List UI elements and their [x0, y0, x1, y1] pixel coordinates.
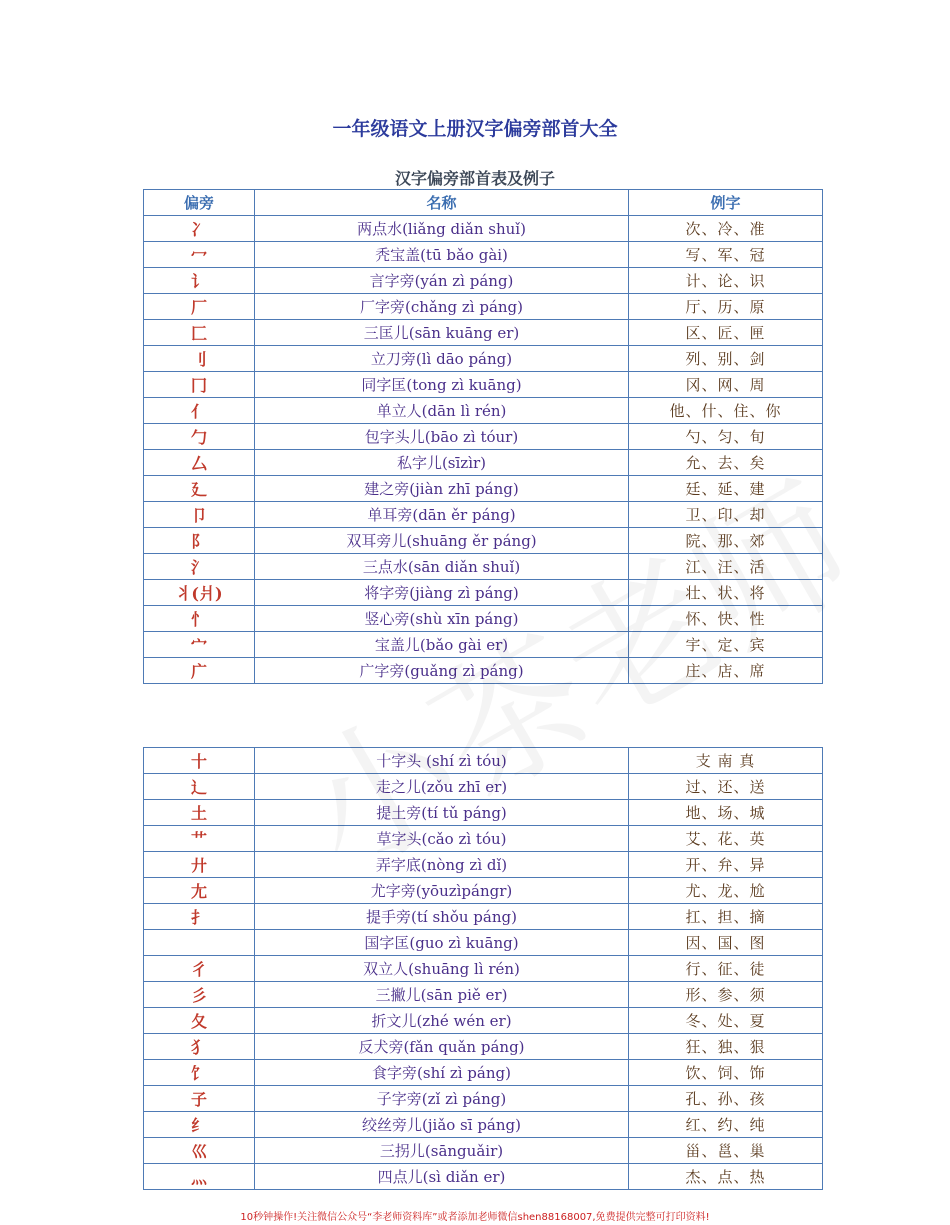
- name-cell: 宝盖儿(bǎo gài er): [255, 632, 629, 658]
- table-row: [144, 982, 823, 1008]
- examples-cell: 过、还、送: [629, 774, 823, 800]
- table-row: [144, 632, 823, 658]
- examples-cell: 壮、状、将: [629, 580, 823, 606]
- table-row: [144, 320, 823, 346]
- name-cell: 立刀旁(lì dāo páng): [255, 346, 629, 372]
- radical-cell: 尢: [144, 878, 255, 904]
- table-subtitle: 汉字偏旁部首表及例子: [394, 169, 555, 188]
- examples-cell: 院、那、郊: [629, 528, 823, 554]
- examples-cell: 廷、延、建: [629, 476, 823, 502]
- examples-cell: 开、弁、异: [629, 852, 823, 878]
- table-row: [144, 294, 823, 320]
- table-row: [144, 826, 823, 852]
- table-row: [144, 450, 823, 476]
- examples-cell: 形、参、须: [629, 982, 823, 1008]
- radical-cell: 土: [144, 800, 255, 826]
- table-row: [144, 1112, 823, 1138]
- examples-cell: 宇、定、宾: [629, 632, 823, 658]
- radical-cell: 纟: [144, 1112, 255, 1138]
- radical-cell: 艹: [144, 826, 255, 852]
- table-row: [144, 1034, 823, 1060]
- radical-cell: 饣: [144, 1060, 255, 1086]
- name-cell: 两点水(liǎng diǎn shuǐ): [255, 216, 629, 242]
- examples-cell: 冬、处、夏: [629, 1008, 823, 1034]
- radical-cell: 冫: [144, 216, 255, 242]
- name-cell: 建之旁(jiàn zhī páng): [255, 476, 629, 502]
- radical-table-1: [143, 189, 823, 684]
- name-cell: 草字头(cǎo zì tóu): [255, 826, 629, 852]
- header-examples: 例字: [629, 190, 823, 216]
- name-cell: 四点儿(sì diǎn er): [255, 1164, 629, 1190]
- examples-cell: 饮、饲、饰: [629, 1060, 823, 1086]
- name-cell: 提手旁(tí shǒu páng): [255, 904, 629, 930]
- table-row: [144, 1086, 823, 1112]
- name-cell: 竖心旁(shù xīn páng): [255, 606, 629, 632]
- table-row: [144, 502, 823, 528]
- radical-cell: 厂: [144, 294, 255, 320]
- examples-cell: 冈、网、周: [629, 372, 823, 398]
- name-cell: 尤字旁(yōuzìpángr): [255, 878, 629, 904]
- radical-cell: 十: [144, 748, 255, 774]
- table-row: [144, 930, 823, 956]
- examples-cell: 庄、店、席: [629, 658, 823, 684]
- name-cell: 子字旁(zǐ zì páng): [255, 1086, 629, 1112]
- header-name: 名称: [255, 190, 629, 216]
- header-radical: 偏旁: [144, 190, 255, 216]
- name-cell: 反犬旁(fǎn quǎn páng): [255, 1034, 629, 1060]
- table-row: [144, 1008, 823, 1034]
- examples-cell: 尤、龙、尬: [629, 878, 823, 904]
- name-cell: 食字旁(shí zì páng): [255, 1060, 629, 1086]
- name-cell: 广字旁(guǎng zì páng): [255, 658, 629, 684]
- name-cell: 同字匡(tong zì kuāng): [255, 372, 629, 398]
- table-row: [144, 800, 823, 826]
- radical-cell: 氵: [144, 554, 255, 580]
- radical-cell: 犭: [144, 1034, 255, 1060]
- table-row: [144, 268, 823, 294]
- radical-cell: 扌: [144, 904, 255, 930]
- footer-notice: 10秒钟操作!关注微信公众号“李老师资料库”或者添加老师微信shen88168007,免费提供完整可打印资料!: [240, 1212, 710, 1223]
- name-cell: 国字匡(guo zì kuāng): [255, 930, 629, 956]
- name-cell: 折文儿(zhé wén er): [255, 1008, 629, 1034]
- table-row: [144, 372, 823, 398]
- table-row: [144, 748, 823, 774]
- name-cell: 双耳旁儿(shuāng ěr páng): [255, 528, 629, 554]
- name-cell: 私字儿(sīzìr): [255, 450, 629, 476]
- radical-cell: 宀: [144, 632, 255, 658]
- radical-cell: 阝: [144, 528, 255, 554]
- name-cell: 单耳旁(dān ěr páng): [255, 502, 629, 528]
- table-row: [144, 852, 823, 878]
- radical-cell: 卩: [144, 502, 255, 528]
- examples-cell: 行、征、徒: [629, 956, 823, 982]
- name-cell: 弄字底(nòng zì dǐ): [255, 852, 629, 878]
- radical-cell: 丬(爿): [144, 580, 255, 606]
- radical-cell: 厶: [144, 450, 255, 476]
- radical-cell: 冂: [144, 372, 255, 398]
- table-row: [144, 774, 823, 800]
- name-cell: 将字旁(jiàng zì páng): [255, 580, 629, 606]
- table-row: [144, 554, 823, 580]
- table-row: [144, 956, 823, 982]
- examples-cell: 他、什、住、你: [629, 398, 823, 424]
- name-cell: 双立人(shuāng lì rén): [255, 956, 629, 982]
- radical-cell: 讠: [144, 268, 255, 294]
- name-cell: 十字头 (shí zì tóu): [255, 748, 629, 774]
- examples-cell: 写、军、冠: [629, 242, 823, 268]
- examples-cell: 卫、印、却: [629, 502, 823, 528]
- table-row: [144, 1164, 823, 1190]
- radical-cell: 辶: [144, 774, 255, 800]
- name-cell: 走之儿(zǒu zhī er): [255, 774, 629, 800]
- examples-cell: 允、去、矣: [629, 450, 823, 476]
- table-row: [144, 242, 823, 268]
- name-cell: 三撇儿(sān piě er): [255, 982, 629, 1008]
- name-cell: 三拐儿(sānguǎir): [255, 1138, 629, 1164]
- examples-cell: 江、汪、活: [629, 554, 823, 580]
- table-row: [144, 424, 823, 450]
- table-row: [144, 476, 823, 502]
- name-cell: 三匡儿(sān kuāng er): [255, 320, 629, 346]
- examples-cell: 勺、匀、旬: [629, 424, 823, 450]
- radical-cell: 廾: [144, 852, 255, 878]
- examples-cell: 怀、快、性: [629, 606, 823, 632]
- examples-cell: 狂、独、狠: [629, 1034, 823, 1060]
- radical-cell: 彳: [144, 956, 255, 982]
- table-row: [144, 346, 823, 372]
- table-row: [144, 878, 823, 904]
- name-cell: 提土旁(tí tǔ páng): [255, 800, 629, 826]
- radical-cell: 忄: [144, 606, 255, 632]
- name-cell: 绞丝旁儿(jiǎo sī páng): [255, 1112, 629, 1138]
- radical-cell: 亻: [144, 398, 255, 424]
- radical-cell: 彡: [144, 982, 255, 1008]
- radical-cell: 匚: [144, 320, 255, 346]
- table-row: [144, 580, 823, 606]
- table-row: [144, 658, 823, 684]
- examples-cell: 列、别、剑: [629, 346, 823, 372]
- table-row: [144, 1060, 823, 1086]
- radical-cell: 勹: [144, 424, 255, 450]
- examples-cell: 计、论、识: [629, 268, 823, 294]
- name-cell: 包字头儿(bāo zì tóur): [255, 424, 629, 450]
- examples-cell: 杰、点、热: [629, 1164, 823, 1190]
- examples-cell: 支 南 真: [629, 748, 823, 774]
- examples-cell: 红、约、纯: [629, 1112, 823, 1138]
- page-title: 一年级语文上册汉字偏旁部首大全: [332, 118, 618, 140]
- table-row: [144, 528, 823, 554]
- radical-cell: 灬: [144, 1164, 255, 1190]
- table-row: [144, 606, 823, 632]
- examples-cell: 次、冷、准: [629, 216, 823, 242]
- name-cell: 厂字旁(chǎng zì páng): [255, 294, 629, 320]
- examples-cell: 因、国、图: [629, 930, 823, 956]
- table-row: [144, 1138, 823, 1164]
- table-row: [144, 398, 823, 424]
- table-row: [144, 216, 823, 242]
- name-cell: 秃宝盖(tū bǎo gài): [255, 242, 629, 268]
- name-cell: 言字旁(yán zì páng): [255, 268, 629, 294]
- radical-cell: 巛: [144, 1138, 255, 1164]
- examples-cell: 孔、孙、孩: [629, 1086, 823, 1112]
- name-cell: 三点水(sān diǎn shuǐ): [255, 554, 629, 580]
- radical-cell: 廴: [144, 476, 255, 502]
- radical-cell: 刂: [144, 346, 255, 372]
- examples-cell: 扛、担、摘: [629, 904, 823, 930]
- table-row: [144, 904, 823, 930]
- examples-cell: 地、场、城: [629, 800, 823, 826]
- radical-table-2: [143, 747, 823, 1190]
- radical-cell: 子: [144, 1086, 255, 1112]
- table-header-row: [144, 190, 823, 216]
- examples-cell: 区、匠、匣: [629, 320, 823, 346]
- radical-cell: 夂: [144, 1008, 255, 1034]
- examples-cell: 厅、历、原: [629, 294, 823, 320]
- radical-cell: 广: [144, 658, 255, 684]
- examples-cell: 甾、邕、巢: [629, 1138, 823, 1164]
- radical-cell: [144, 930, 255, 956]
- examples-cell: 艾、花、英: [629, 826, 823, 852]
- radical-cell: 冖: [144, 242, 255, 268]
- name-cell: 单立人(dān lì rén): [255, 398, 629, 424]
